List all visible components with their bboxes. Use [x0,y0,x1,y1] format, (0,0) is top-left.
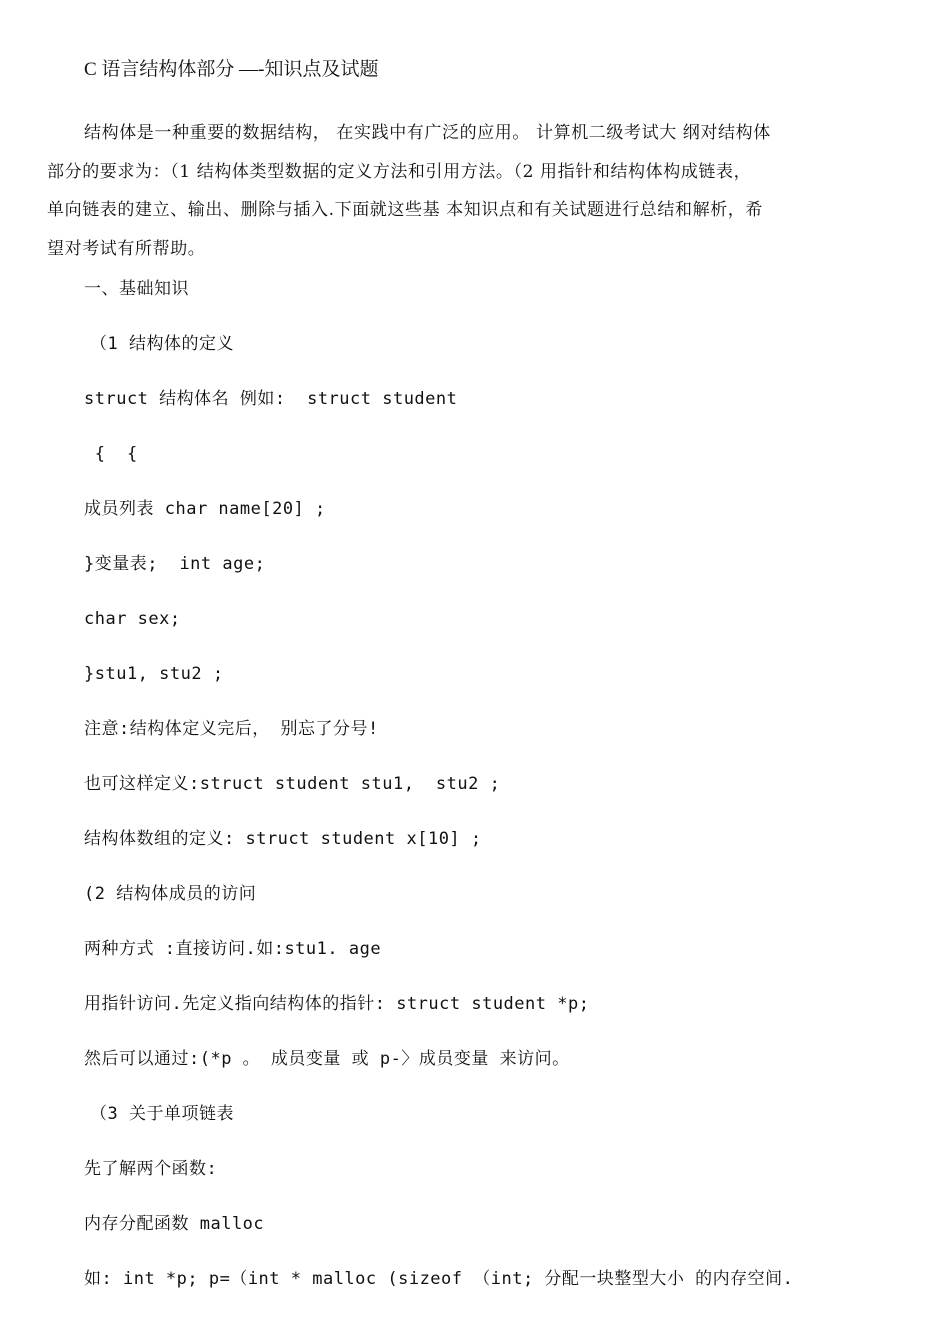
intro-line: 单向链表的建立、输出、删除与插入.下面就这些基 本知识点和有关试题进行总结和解析，希 [47,200,764,220]
intro-line: 望对考试有所帮助。 [47,238,206,259]
subheading-linked-list: （3 关于单项链表 [90,1104,234,1124]
subheading-struct-definition: （1 结构体的定义 [90,334,234,354]
code-line: }stu1, stu2 ; [84,664,224,684]
section-heading-basics: 一、基础知识 [84,279,189,299]
code-line: { { [84,444,138,464]
text-line: 内存分配函数 malloc [84,1214,265,1234]
code-line: struct 结构体名 例如: struct student [84,389,458,409]
code-line: 成员列表 char name[20] ; [84,499,326,519]
text-line: 用指针访问.先定义指向结构体的指针: struct student *p; [84,994,590,1014]
code-line: }变量表; int age; [84,554,266,574]
text-line: 先了解两个函数: [84,1159,218,1179]
code-line: char sex; [84,609,181,629]
intro-line: 部分的要求为：（1 结构体类型数据的定义方法和引用方法。（2 用指针和结构体构成链表， [47,161,752,182]
document-title: C 语言结构体部分 —-知识点及试题 [84,59,379,80]
intro-paragraph [47,114,907,268]
text-line: 两种方式 :直接访问.如:stu1. age [84,939,382,959]
subheading-member-access: (2 结构体成员的访问 [84,884,257,904]
intro-line: 结构体是一种重要的数据结构， 在实践中有广泛的应用。 计算机二级考试大 纲对结构体 [84,123,771,143]
note-line: 注意:结构体定义完后， 别忘了分号! [84,719,379,739]
text-line: 结构体数组的定义: struct student x[10] ; [84,829,482,849]
text-line: 如: int *p; p=（int * malloc (sizeof （int; 分配一块整型大小 的内存空间. [84,1269,794,1289]
text-line: 也可这样定义:struct student stu1, stu2 ; [84,774,501,794]
text-line: 然后可以通过:(*p 。 成员变量 或 p-〉成员变量 来访问。 [84,1049,570,1069]
